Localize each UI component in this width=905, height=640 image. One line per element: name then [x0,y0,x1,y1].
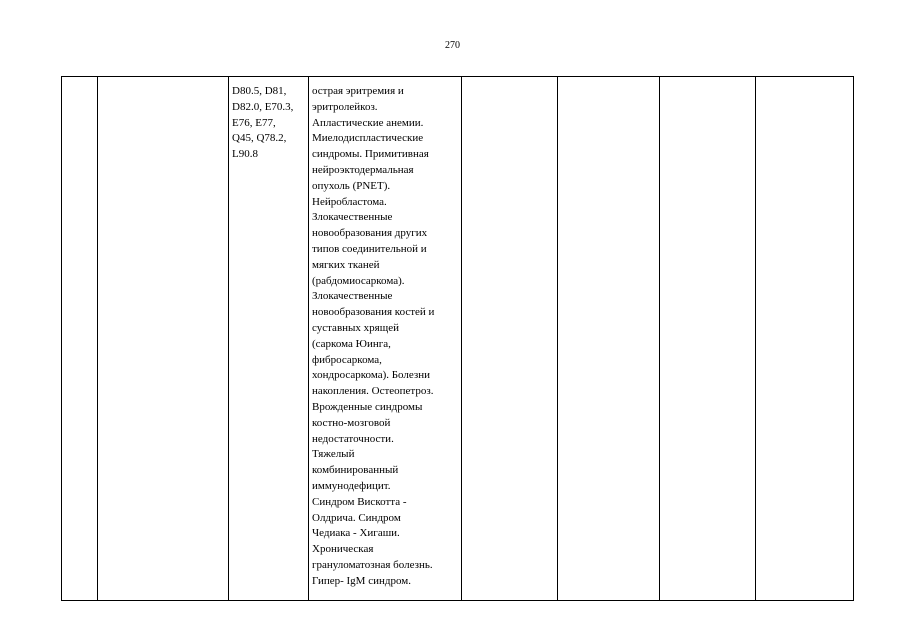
cost-cell [756,77,854,601]
treatment-type-cell [558,77,660,601]
document-table [61,76,854,601]
diagnoses-text: острая эритремия и эритролейкоз. Апластические анемии. Миелодиспластические синдромы. Примитивная нейроэктодермальная опухоль (PNET). Нейробластома. Злокачественные новообразования других типов соединительной и мягких тканей (рабдомиосаркома). Злокачественные новообразования костей и суставных хрящей (саркома Юинга, фибросаркома, хондросаркома). Болезни накопления. Остеопетроз. Врожденные синдромы костно-мозговой недостаточности. Тяжелый комбинированный иммунодефицит. Синдром Вискотта - Олдрича. Синдром Чедиака - Хигаши. Хроническая грануломатозная болезнь. Гипер- IgM синдром. [312,85,435,587]
icd-codes: D80.5, D81, D82.0, E70.3, E76, E77, Q45, Q78.2, L90.8 [232,85,294,161]
treatment-method-cell [660,77,756,601]
page-number: 270 [445,40,460,51]
row-number-cell [62,77,98,601]
codes-cell [229,77,309,601]
patient-model-cell [462,77,558,601]
profile-cell [98,77,229,601]
table-row [62,77,854,601]
diagnoses-cell [309,77,462,601]
